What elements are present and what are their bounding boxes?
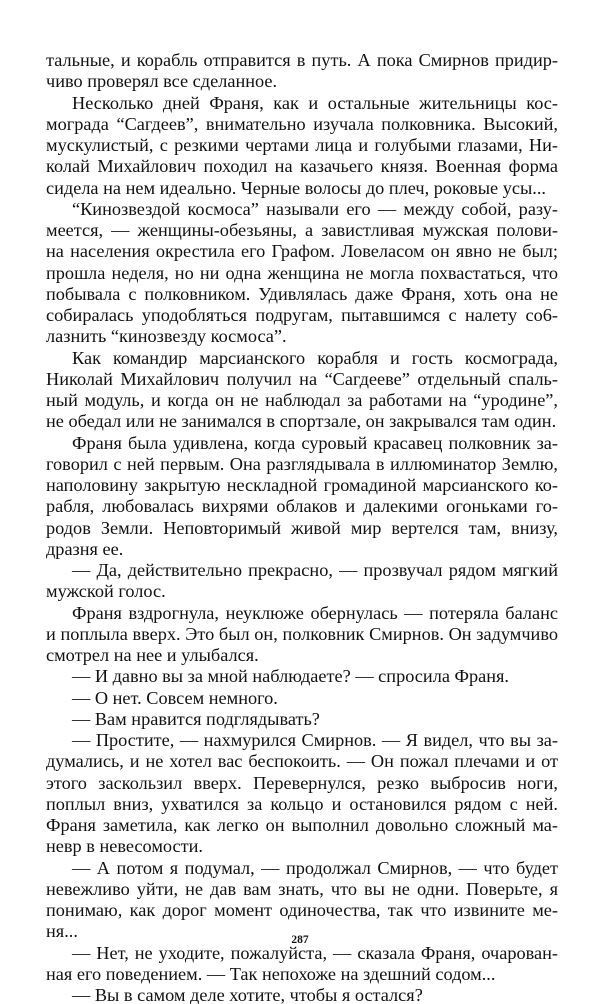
- text-line: меется, — женщины-обезьяны, а завистливая мужская полови-: [46, 220, 558, 240]
- text-line: и поплыла вверх. Это был он, полковник Смирнов. Он задумчиво: [46, 623, 558, 644]
- text-line: дразня ее.: [46, 538, 124, 559]
- text-line: мускулистый, с резкими чертами лица и голубыми глазами, Ни-: [46, 135, 558, 155]
- text-line: сидела на нем идеально. Черные волосы до плеч, роковые усы...: [46, 177, 546, 198]
- text-line: на населения окрестила его Графом. Ловеласом он явно не был;: [46, 241, 558, 262]
- text-line: — Да, действительно прекрасно, — прозвучал рядом мягкий: [72, 560, 558, 580]
- text-line: “Кинозвездой космоса” называли его — между собой, разу-: [72, 198, 558, 219]
- text-line: — И давно вы за мной наблюдаете? — спросила Франя.: [72, 666, 509, 687]
- text-line: Франя заметила, как легко он выполнил довольно сложный ма-: [46, 815, 558, 835]
- text-line: говорил с ней первым. Она разглядывала в иллюминатор Землю,: [46, 453, 558, 474]
- text-line: невр в невесомости.: [46, 836, 203, 857]
- text-line: Франя была удивлена, когда суровый красавец полковник за-: [72, 432, 558, 453]
- text-line: наполовину закрытую нескладной громадиной марсианского ко-: [46, 475, 558, 495]
- text-line: — О нет. Совсем немного.: [72, 687, 278, 708]
- text-line: ня...: [46, 921, 78, 942]
- text-line: Николай Михайлович получил на “Сагдееве” отдельный спаль-: [46, 368, 558, 389]
- text-line: Франя вздрогнула, неуклюже обернулась — потеряла баланс: [72, 602, 558, 623]
- page-number: 287: [291, 934, 309, 946]
- text-line: ная его поведением. — Так непохоже на здешний содом...: [46, 963, 496, 984]
- text-line: колай Михайлович походил на казачьего князя. Военная форма: [46, 156, 558, 177]
- text-line: мограда “Сагдеев”, внимательно изучала полковника. Высокий,: [46, 113, 558, 134]
- text-line: тальные, и корабль отправится в путь. А пока Смирнов придир-: [46, 50, 558, 70]
- text-line: лазнить “кинозвезду космоса”.: [46, 326, 287, 347]
- text-line: — Вам нравится подглядывать?: [72, 708, 320, 729]
- text-line: невежливо уйти, не дав вам знать, что вы не одни. Поверьте, я: [46, 878, 558, 899]
- text-line: ный модуль, и когда он не наблюдал за работами на “уродине”,: [46, 390, 558, 410]
- text-line: — А потом я подумал, — продолжал Смирнов, — что будет: [72, 857, 558, 878]
- text-line: собиралась уподобляться подругам, пытавшимся с налету со6-: [46, 305, 558, 325]
- text-line: не обедал или не занимался в спортзале, он закрывался там один.: [46, 411, 557, 432]
- text-line: — Простите, — нахмурился Смирнов. — Я видел, что вы за-: [72, 730, 558, 750]
- text-line: этого заскользил вверх. Перевернулся, резко выбросив ноги,: [46, 772, 558, 793]
- text-line: родов Земли. Неповторимый живой мир вертелся там, внизу,: [46, 517, 558, 538]
- text-line: Несколько дней Франя, как и остальные жительницы кос-: [72, 92, 558, 113]
- text-line: чиво проверял все сделанное.: [46, 71, 278, 92]
- text-line: поплыл вниз, ухватился за кольцо и остановился рядом с ней.: [46, 793, 558, 814]
- text-line: побывала с полковником. Удивлялась даже Франя, хоть она не: [46, 283, 558, 304]
- text-line: — Вы в самом деле хотите, чтобы я остался?: [72, 985, 423, 1004]
- text-line: понимаю, как дорог момент одиночества, так что извините ме-: [46, 900, 558, 920]
- text-line: мужской голос.: [46, 581, 166, 602]
- text-line: прошла неделя, но ни одна женщина не могла похвастаться, что: [46, 262, 558, 283]
- text-line: — Нет, не уходите, пожалуйста, — сказала Франя, очарован-: [72, 942, 558, 963]
- text-line: Как командир марсианского корабля и гость космограда,: [72, 347, 558, 368]
- body-text: [46, 50, 558, 1004]
- text-line: рабля, любовалась вихрями облаков и далекими огоньками го-: [46, 496, 558, 517]
- text-line: смотрел на нее и улыбался.: [46, 645, 259, 665]
- text-line: думались, и не хотел вас беспокоить. — Он пожал плечами и от: [46, 751, 558, 772]
